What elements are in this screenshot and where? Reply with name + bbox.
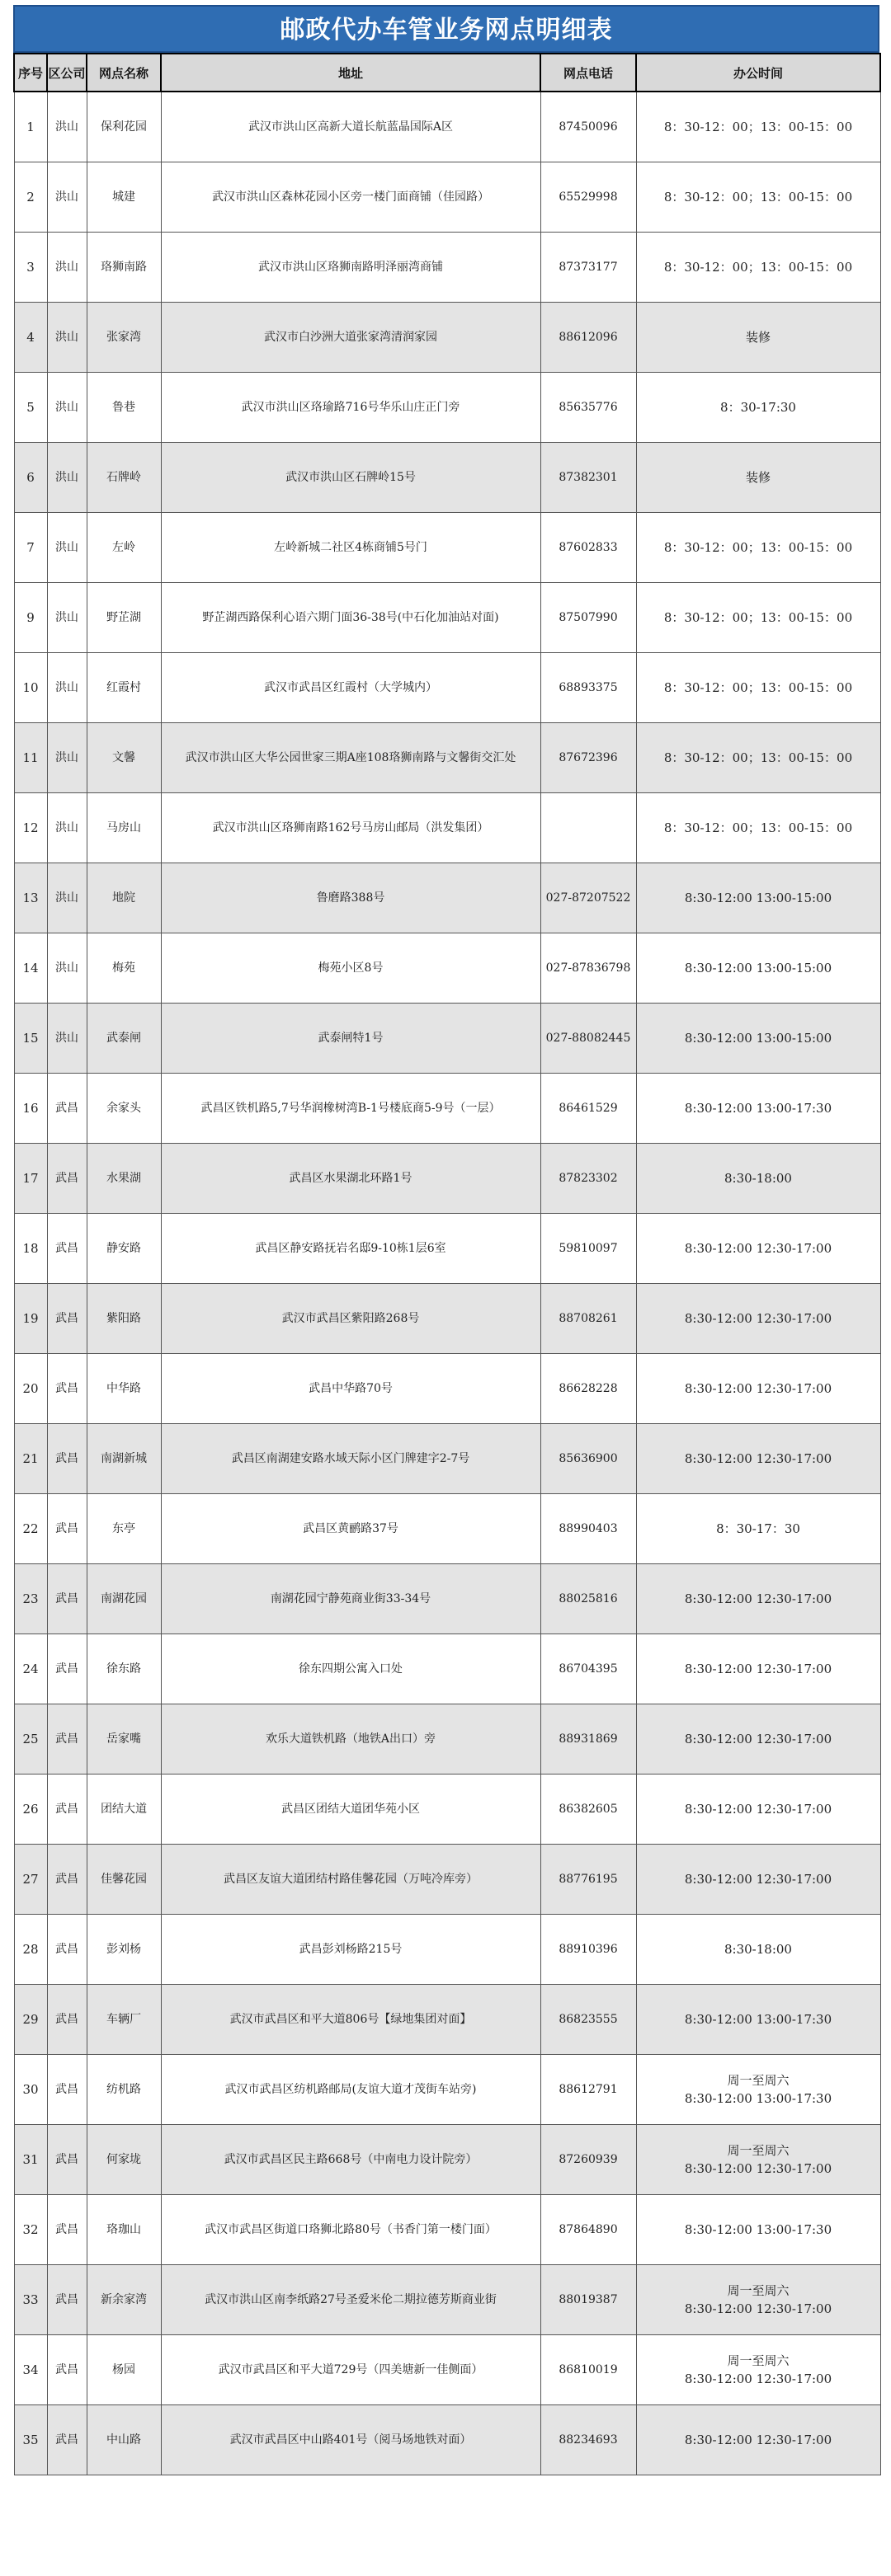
cell-phone: 87373177 [540, 233, 636, 303]
cell-phone: 68893375 [540, 653, 636, 723]
cell-phone: 027-87207522 [540, 863, 636, 933]
cell-district: 武昌 [47, 2265, 87, 2335]
cell-hours: 8:30-12:00 12:30-17:00 [636, 1214, 880, 1284]
cell-phone: 88025816 [540, 1564, 636, 1634]
cell-phone: 88234693 [540, 2405, 636, 2475]
cell-address: 武昌区团结大道团华苑小区 [161, 1775, 540, 1845]
cell-no: 29 [14, 1985, 47, 2055]
cell-district: 武昌 [47, 1564, 87, 1634]
table-row [14, 513, 880, 583]
cell-phone: 87450096 [540, 92, 636, 162]
cell-hours: 8：30-12：00；13：00-15：00 [636, 92, 880, 162]
cell-branch-name: 水果湖 [87, 1144, 161, 1214]
cell-address: 武汉市武昌区纺机路邮局(友谊大道才茂街车站旁) [161, 2055, 540, 2125]
cell-branch-name: 东亭 [87, 1494, 161, 1564]
cell-branch-name: 梅苑 [87, 933, 161, 1004]
cell-hours: 8:30-12:00 13:00-17:30 [636, 2195, 880, 2265]
cell-address: 梅苑小区8号 [161, 933, 540, 1004]
cell-district: 武昌 [47, 1494, 87, 1564]
cell-district: 洪山 [47, 793, 87, 863]
table-row [14, 1354, 880, 1424]
cell-hours: 8:30-12:00 13:00-17:30 [636, 1985, 880, 2055]
cell-hours: 8：30-17:30 [636, 373, 880, 443]
header-row [14, 54, 880, 92]
cell-branch-name: 南湖新城 [87, 1424, 161, 1494]
cell-address: 武昌区水果湖北环路1号 [161, 1144, 540, 1214]
cell-address: 武泰闸特1号 [161, 1004, 540, 1074]
cell-no: 3 [14, 233, 47, 303]
cell-branch-name: 城建 [87, 162, 161, 233]
cell-phone: 86628228 [540, 1354, 636, 1424]
cell-phone: 86810019 [540, 2335, 636, 2405]
cell-no: 10 [14, 653, 47, 723]
cell-district: 武昌 [47, 1214, 87, 1284]
cell-hours: 周一至周六 8:30-12:00 13:00-17:30 [636, 2055, 880, 2125]
cell-hours: 8:30-18:00 [636, 1915, 880, 1985]
cell-district: 武昌 [47, 2125, 87, 2195]
cell-district: 武昌 [47, 1915, 87, 1985]
cell-phone: 86823555 [540, 1985, 636, 2055]
cell-branch-name: 纺机路 [87, 2055, 161, 2125]
table-row [14, 2125, 880, 2195]
cell-hours: 周一至周六 8:30-12:00 12:30-17:00 [636, 2335, 880, 2405]
cell-address: 武汉市武昌区中山路401号（阅马场地铁对面） [161, 2405, 540, 2475]
cell-no: 28 [14, 1915, 47, 1985]
cell-branch-name: 珞珈山 [87, 2195, 161, 2265]
table-row [14, 2335, 880, 2405]
table-row [14, 583, 880, 653]
cell-phone: 85635776 [540, 373, 636, 443]
cell-hours: 8:30-18:00 [636, 1144, 880, 1214]
cell-address: 武汉市洪山区珞狮南路明泽丽湾商铺 [161, 233, 540, 303]
table-row [14, 233, 880, 303]
cell-branch-name: 红霞村 [87, 653, 161, 723]
cell-hours: 8:30-12:00 13:00-17:30 [636, 1074, 880, 1144]
table-row [14, 2405, 880, 2475]
cell-district: 洪山 [47, 583, 87, 653]
cell-phone: 87260939 [540, 2125, 636, 2195]
cell-phone: 87864890 [540, 2195, 636, 2265]
cell-no: 2 [14, 162, 47, 233]
cell-branch-name: 彭刘杨 [87, 1915, 161, 1985]
table-title: 邮政代办车管业务网点明细表 [13, 5, 879, 53]
cell-address: 武汉市洪山区石牌岭15号 [161, 443, 540, 513]
cell-no: 27 [14, 1845, 47, 1915]
cell-phone: 85636900 [540, 1424, 636, 1494]
cell-branch-name: 中山路 [87, 2405, 161, 2475]
cell-no: 19 [14, 1284, 47, 1354]
cell-phone: 87823302 [540, 1144, 636, 1214]
cell-no: 18 [14, 1214, 47, 1284]
cell-no: 30 [14, 2055, 47, 2125]
cell-branch-name: 南湖花园 [87, 1564, 161, 1634]
table-row [14, 1845, 880, 1915]
cell-address: 野芷湖西路保利心语六期门面36-38号(中石化加油站对面) [161, 583, 540, 653]
table-row [14, 1494, 880, 1564]
cell-district: 武昌 [47, 2335, 87, 2405]
cell-address: 武汉市武昌区红霞村（大学城内） [161, 653, 540, 723]
table-body [14, 92, 880, 2475]
cell-hours: 8:30-12:00 12:30-17:00 [636, 1775, 880, 1845]
cell-hours: 8:30-12:00 13:00-15:00 [636, 933, 880, 1004]
cell-hours: 8:30-12:00 12:30-17:00 [636, 1564, 880, 1634]
cell-no: 5 [14, 373, 47, 443]
cell-branch-name: 保利花园 [87, 92, 161, 162]
table-row [14, 1915, 880, 1985]
cell-district: 洪山 [47, 863, 87, 933]
cell-no: 21 [14, 1424, 47, 1494]
table-row [14, 162, 880, 233]
cell-phone: 65529998 [540, 162, 636, 233]
cell-address: 武汉市武昌区街道口珞狮北路80号（书香门第一楼门面） [161, 2195, 540, 2265]
cell-address: 武汉市武昌区和平大道729号（四美塘新一佳侧面） [161, 2335, 540, 2405]
cell-phone: 59810097 [540, 1214, 636, 1284]
cell-hours: 8:30-12:00 13:00-15:00 [636, 863, 880, 933]
cell-no: 25 [14, 1704, 47, 1775]
cell-address: 武昌区静安路抚岩名邸9-10栋1层6室 [161, 1214, 540, 1284]
cell-branch-name: 余家头 [87, 1074, 161, 1144]
cell-district: 洪山 [47, 653, 87, 723]
table-row [14, 1284, 880, 1354]
cell-district: 武昌 [47, 1845, 87, 1915]
cell-branch-name: 岳家嘴 [87, 1704, 161, 1775]
table-row [14, 373, 880, 443]
cell-phone: 88708261 [540, 1284, 636, 1354]
table-row [14, 723, 880, 793]
cell-address: 徐东四期公寓入口处 [161, 1634, 540, 1704]
header-address: 地址 [161, 54, 540, 92]
cell-address: 武昌区友谊大道团结村路佳馨花园（万吨冷库旁） [161, 1845, 540, 1915]
cell-no: 12 [14, 793, 47, 863]
cell-phone: 88019387 [540, 2265, 636, 2335]
cell-address: 武汉市洪山区森林花园小区旁一楼门面商铺（佳园路） [161, 162, 540, 233]
cell-no: 15 [14, 1004, 47, 1074]
table-row [14, 92, 880, 162]
table-row [14, 443, 880, 513]
cell-phone: 88612791 [540, 2055, 636, 2125]
cell-no: 26 [14, 1775, 47, 1845]
cell-district: 武昌 [47, 1775, 87, 1845]
cell-address: 南湖花园宁静苑商业街33-34号 [161, 1564, 540, 1634]
table-row [14, 2265, 880, 2335]
cell-district: 洪山 [47, 303, 87, 373]
table-row [14, 1144, 880, 1214]
cell-phone: 87507990 [540, 583, 636, 653]
cell-no: 11 [14, 723, 47, 793]
table-row [14, 303, 880, 373]
cell-no: 33 [14, 2265, 47, 2335]
cell-branch-name: 团结大道 [87, 1775, 161, 1845]
cell-address: 鲁磨路388号 [161, 863, 540, 933]
cell-address: 武汉市洪山区珞瑜路716号华乐山庄正门旁 [161, 373, 540, 443]
cell-phone: 87382301 [540, 443, 636, 513]
header-phone: 网点电话 [540, 54, 636, 92]
table-row [14, 1985, 880, 2055]
cell-no: 1 [14, 92, 47, 162]
table-row [14, 1634, 880, 1704]
cell-branch-name: 佳馨花园 [87, 1845, 161, 1915]
cell-branch-name: 车辆厂 [87, 1985, 161, 2055]
cell-phone: 87672396 [540, 723, 636, 793]
cell-district: 洪山 [47, 92, 87, 162]
table-row [14, 2195, 880, 2265]
cell-no: 6 [14, 443, 47, 513]
cell-address: 武昌区黄鹂路37号 [161, 1494, 540, 1564]
cell-no: 34 [14, 2335, 47, 2405]
header-no: 序号 [14, 54, 47, 92]
cell-address: 武昌彭刘杨路215号 [161, 1915, 540, 1985]
cell-district: 武昌 [47, 1144, 87, 1214]
cell-phone [540, 793, 636, 863]
cell-hours: 8:30-12:00 12:30-17:00 [636, 1845, 880, 1915]
cell-no: 35 [14, 2405, 47, 2475]
cell-address: 武汉市白沙洲大道张家湾清润家园 [161, 303, 540, 373]
cell-no: 16 [14, 1074, 47, 1144]
table-row [14, 653, 880, 723]
header-name: 网点名称 [87, 54, 161, 92]
cell-district: 武昌 [47, 2195, 87, 2265]
cell-district: 武昌 [47, 1704, 87, 1775]
cell-phone: 88990403 [540, 1494, 636, 1564]
cell-branch-name: 左岭 [87, 513, 161, 583]
cell-branch-name: 静安路 [87, 1214, 161, 1284]
cell-no: 24 [14, 1634, 47, 1704]
header-hours: 办公时间 [636, 54, 880, 92]
cell-phone: 88612096 [540, 303, 636, 373]
branch-table [13, 53, 881, 2475]
table-row [14, 1004, 880, 1074]
cell-phone: 87602833 [540, 513, 636, 583]
header-district: 区公司 [47, 54, 87, 92]
cell-hours: 8：30-12：00；13：00-15：00 [636, 162, 880, 233]
cell-address: 武汉市洪山区高新大道长航蓝晶国际A区 [161, 92, 540, 162]
cell-hours: 8:30-12:00 12:30-17:00 [636, 1634, 880, 1704]
cell-district: 洪山 [47, 723, 87, 793]
cell-no: 9 [14, 583, 47, 653]
cell-branch-name: 珞狮南路 [87, 233, 161, 303]
table-row [14, 1704, 880, 1775]
cell-district: 武昌 [47, 2405, 87, 2475]
cell-hours: 8:30-12:00 12:30-17:00 [636, 1284, 880, 1354]
cell-district: 洪山 [47, 373, 87, 443]
cell-hours: 8：30-12：00；13：00-15：00 [636, 793, 880, 863]
cell-no: 20 [14, 1354, 47, 1424]
cell-phone: 88931869 [540, 1704, 636, 1775]
cell-address: 武昌区铁机路5,7号华润橡树湾B-1号楼底商5-9号（一层） [161, 1074, 540, 1144]
table-row [14, 863, 880, 933]
cell-district: 洪山 [47, 233, 87, 303]
cell-district: 洪山 [47, 1004, 87, 1074]
cell-district: 武昌 [47, 2055, 87, 2125]
cell-branch-name: 杨园 [87, 2335, 161, 2405]
cell-address: 武昌区南湖建安路水域天际小区门牌建字2-7号 [161, 1424, 540, 1494]
cell-hours: 8:30-12:00 12:30-17:00 [636, 1704, 880, 1775]
cell-address: 左岭新城二社区4栋商铺5号门 [161, 513, 540, 583]
cell-no: 31 [14, 2125, 47, 2195]
cell-branch-name: 马房山 [87, 793, 161, 863]
cell-hours: 8:30-12:00 12:30-17:00 [636, 1354, 880, 1424]
document-sheet [13, 5, 879, 2475]
cell-district: 武昌 [47, 1074, 87, 1144]
cell-district: 武昌 [47, 1284, 87, 1354]
cell-phone: 027-87836798 [540, 933, 636, 1004]
cell-branch-name: 张家湾 [87, 303, 161, 373]
cell-hours: 周一至周六 8:30-12:00 12:30-17:00 [636, 2265, 880, 2335]
cell-hours: 8：30-12：00；13：00-15：00 [636, 233, 880, 303]
table-row [14, 1424, 880, 1494]
cell-phone: 86382605 [540, 1775, 636, 1845]
cell-hours: 8：30-12：00；13：00-15：00 [636, 723, 880, 793]
table-row [14, 933, 880, 1004]
cell-branch-name: 中华路 [87, 1354, 161, 1424]
cell-branch-name: 文馨 [87, 723, 161, 793]
cell-hours: 装修 [636, 303, 880, 373]
cell-no: 7 [14, 513, 47, 583]
cell-no: 17 [14, 1144, 47, 1214]
cell-branch-name: 地院 [87, 863, 161, 933]
cell-address: 武汉市洪山区珞狮南路162号马房山邮局（洪发集团） [161, 793, 540, 863]
table-row [14, 1775, 880, 1845]
cell-phone: 88776195 [540, 1845, 636, 1915]
table-row [14, 1074, 880, 1144]
cell-branch-name: 紫阳路 [87, 1284, 161, 1354]
cell-hours: 8：30-12：00；13：00-15：00 [636, 583, 880, 653]
cell-no: 14 [14, 933, 47, 1004]
cell-phone: 027-88082445 [540, 1004, 636, 1074]
cell-district: 洪山 [47, 443, 87, 513]
cell-address: 武汉市洪山区大华公园世家三期A座108珞狮南路与文馨街交汇处 [161, 723, 540, 793]
cell-no: 23 [14, 1564, 47, 1634]
cell-hours: 8:30-12:00 12:30-17:00 [636, 2405, 880, 2475]
table-row [14, 793, 880, 863]
cell-no: 22 [14, 1494, 47, 1564]
cell-hours: 8：30-17：30 [636, 1494, 880, 1564]
cell-address: 武汉市武昌区民主路668号（中南电力设计院旁） [161, 2125, 540, 2195]
cell-hours: 8：30-12：00；13：00-15：00 [636, 653, 880, 723]
cell-district: 武昌 [47, 1985, 87, 2055]
cell-hours: 8:30-12:00 13:00-15:00 [636, 1004, 880, 1074]
cell-address: 欢乐大道铁机路（地铁A出口）旁 [161, 1704, 540, 1775]
cell-hours: 8：30-12：00；13：00-15：00 [636, 513, 880, 583]
cell-no: 13 [14, 863, 47, 933]
table-row [14, 1564, 880, 1634]
cell-address: 武汉市洪山区南李纸路27号圣爱米伦二期拉德芳斯商业街 [161, 2265, 540, 2335]
cell-branch-name: 新余家湾 [87, 2265, 161, 2335]
cell-branch-name: 鲁巷 [87, 373, 161, 443]
cell-hours: 8:30-12:00 12:30-17:00 [636, 1424, 880, 1494]
cell-district: 洪山 [47, 513, 87, 583]
cell-district: 武昌 [47, 1634, 87, 1704]
cell-branch-name: 武泰闸 [87, 1004, 161, 1074]
cell-district: 洪山 [47, 933, 87, 1004]
cell-hours: 装修 [636, 443, 880, 513]
cell-hours: 周一至周六 8:30-12:00 12:30-17:00 [636, 2125, 880, 2195]
cell-district: 武昌 [47, 1354, 87, 1424]
cell-phone: 88910396 [540, 1915, 636, 1985]
cell-address: 武昌中华路70号 [161, 1354, 540, 1424]
cell-district: 武昌 [47, 1424, 87, 1494]
cell-no: 4 [14, 303, 47, 373]
cell-no: 32 [14, 2195, 47, 2265]
cell-phone: 86461529 [540, 1074, 636, 1144]
cell-branch-name: 何家垅 [87, 2125, 161, 2195]
cell-branch-name: 徐东路 [87, 1634, 161, 1704]
table-row [14, 1214, 880, 1284]
table-row [14, 2055, 880, 2125]
cell-branch-name: 石牌岭 [87, 443, 161, 513]
cell-address: 武汉市武昌区紫阳路268号 [161, 1284, 540, 1354]
cell-district: 洪山 [47, 162, 87, 233]
cell-branch-name: 野芷湖 [87, 583, 161, 653]
cell-phone: 86704395 [540, 1634, 636, 1704]
cell-address: 武汉市武昌区和平大道806号【绿地集团对面】 [161, 1985, 540, 2055]
